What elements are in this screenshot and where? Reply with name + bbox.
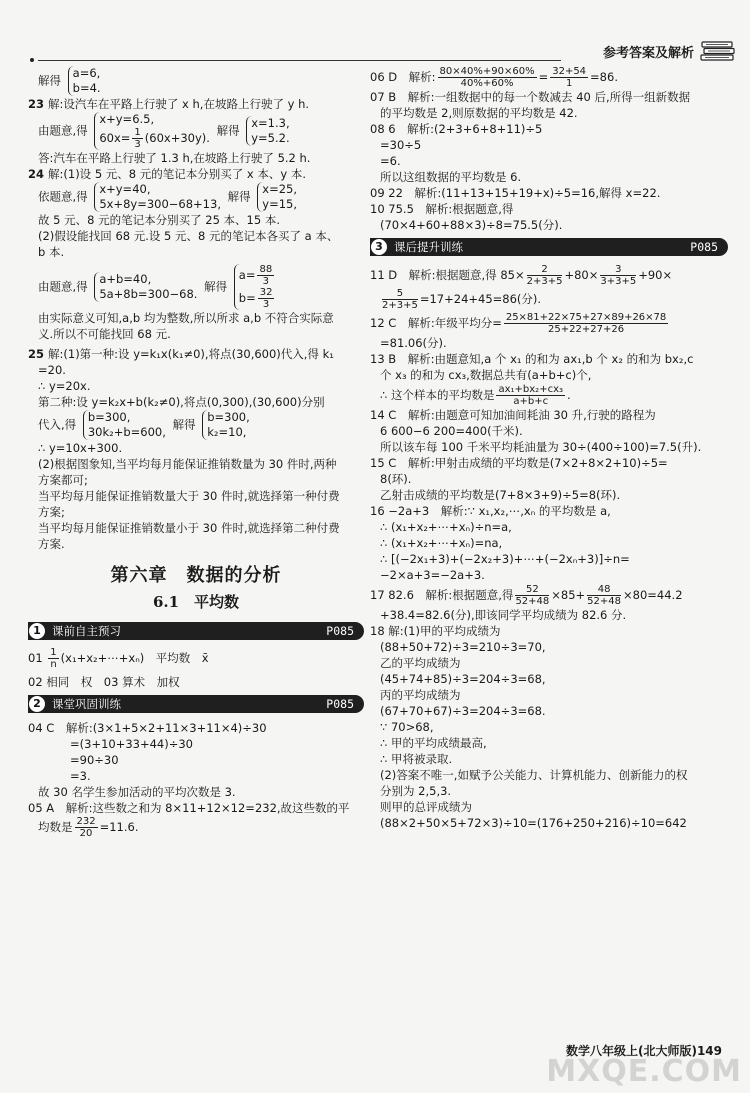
numerator: 80×40%+90×60% (439, 66, 535, 77)
text: 6 600−6 200=400(千米). (380, 424, 523, 438)
section-banner-classroom (28, 695, 364, 713)
label: 解得 (38, 73, 61, 88)
section-banner-after-class (370, 238, 728, 256)
answer-05: 05 A 解析:这些数之和为 8×11+12×12=232,故这些数的平 (28, 801, 350, 815)
text: (88+50+72)÷3=210÷3=70, (380, 640, 546, 654)
equation-system (68, 66, 101, 96)
text: (2)答案不唯一,如赋予公关能力、计算机能力、创新能力的权 (380, 768, 688, 782)
denominator: a+b+c (513, 396, 549, 407)
chapter-title: 第六章 数据的分析 (110, 565, 282, 586)
text: (x₁+x₂+⋯+xₙ) 平均数 x̄ (60, 651, 209, 665)
answer-15: 15 C 解析:甲射击成绩的平均数是(7×2+8×2+10)÷5= (370, 456, 668, 470)
text: 则甲的总评成绩为 (380, 800, 472, 814)
left-column (28, 66, 364, 839)
eq: x=1.3, (251, 116, 290, 130)
section-title: 6.1 平均数 (152, 593, 240, 611)
page-footer: 数学八年级上(北大师版)149 (565, 1044, 722, 1058)
answer-13-cont (370, 383, 728, 407)
watermark: MXQE.COM (546, 1054, 742, 1089)
fraction (527, 264, 563, 287)
fraction (132, 127, 142, 150)
question-number: 23 (28, 97, 45, 111)
text: ∴ 甲的平均成绩最高, (380, 736, 487, 750)
text: ×85+ (551, 588, 586, 602)
text: (45+74+85)÷3=204÷3=68, (380, 672, 546, 686)
section-number-badge: 2 (28, 695, 46, 713)
answer-24-system (28, 182, 364, 212)
text: 12 C 解析:年级平均分= (370, 316, 502, 330)
text: 当平均每月能保证推销数量小于 30 件时,就选择第二种付费 (38, 521, 340, 535)
eq: b=4. (72, 81, 101, 95)
text: 解得 (204, 279, 228, 294)
fraction (600, 264, 636, 287)
text: 丙的平均成绩为 (380, 688, 461, 702)
numerator: 3 (600, 264, 636, 276)
answer-13: 13 B 解析:由题意知,a 个 x₁ 的和为 ax₁,b 个 x₂ 的和为 bx₂,c (370, 352, 694, 366)
answer-10: 10 75.5 解析:根据题意,得 (370, 202, 514, 216)
section-banner-preview (28, 622, 364, 640)
equation-system (202, 410, 250, 440)
answer-14: 14 C 解析:由题意可知加油间耗油 30 升,行驶的路程为 (370, 408, 656, 422)
page-reference: P085 (326, 624, 354, 638)
section-number-badge: 3 (370, 238, 388, 256)
eq: a=6, (72, 66, 101, 80)
denominator: 2+3+5 (382, 300, 418, 311)
numerator: 1 (134, 127, 141, 138)
denominator: 52+48 (515, 596, 550, 607)
section-banner-title: 课堂巩固训练 (52, 697, 121, 711)
text: 乙射击成绩的平均数是(7+8×3+9)÷5=8(环). (380, 488, 621, 502)
eq: b=300, (207, 410, 250, 424)
answer-25 (28, 346, 364, 362)
eq: b= (238, 291, 256, 305)
text: =11.6. (99, 820, 139, 834)
text: +80× (564, 268, 599, 282)
text: 义.所以不可能找回 68 元. (38, 327, 171, 341)
denominator: 40%+60% (460, 78, 514, 89)
text: (70×4+60+88×3)÷8=75.5(分). (380, 218, 563, 232)
numerator: 88 (259, 264, 273, 275)
text: =86. (590, 70, 618, 84)
text: 所以该车每 100 千米平均耗油量为 30÷(400÷100)=7.5(升). (380, 440, 702, 454)
numerator: 5 (382, 288, 418, 300)
header-title: 参考答案及解析 (602, 46, 694, 61)
answer-22-result (28, 66, 364, 96)
eq: 5a+8b=300−68. (99, 287, 198, 301)
numerator: 1 (50, 647, 57, 658)
text: 解得 (227, 189, 251, 204)
text: 17 82.6 解析:根据题意,得 (370, 588, 514, 602)
text: =17+24+45=86(分). (419, 292, 542, 306)
denominator: 20 (79, 828, 93, 839)
answer-11 (370, 263, 728, 287)
text: 解:(1)第一种:设 y=k₁x(k₁≠0),将点(30,600)代入,得 k₁ (48, 347, 334, 361)
eq: 5x+8y=300−68+13, (99, 197, 221, 211)
text: ∴ (x₁+x₂+⋯+xₙ)=na, (380, 536, 503, 550)
eq: 60x= (99, 131, 131, 145)
fraction (48, 647, 58, 670)
answer-02-03: 02 相同 权 03 算术 加权 (28, 675, 180, 689)
text: +38.4=82.6(分),即该同学平均成绩为 82.6 分. (380, 608, 627, 622)
fraction (504, 312, 668, 335)
text: (67+70+67)÷3=204÷3=68. (380, 704, 546, 718)
eq: y=5.2. (251, 131, 290, 145)
equation-system (246, 116, 289, 146)
question-number: 25 (28, 347, 45, 361)
text: =6. (380, 154, 401, 168)
fraction (75, 816, 98, 839)
text: 11 D 解析:根据题意,得 85× (370, 268, 525, 282)
fraction (382, 288, 418, 311)
answer-23-system (28, 112, 364, 150)
text: −2×a+3=−2a+3. (380, 568, 485, 582)
eq: y=15, (262, 197, 298, 211)
text: 方案; (38, 505, 65, 519)
answer-16: 16 −2a+3 解析:∵ x₁,x₂,⋯,xₙ 的平均数是 a, (370, 504, 611, 518)
eq: x+y=40, (99, 182, 151, 196)
books-icon (700, 40, 736, 62)
text: 解得 (216, 123, 240, 138)
numerator: 232 (76, 816, 96, 827)
header-rule (38, 60, 561, 61)
denominator: n (50, 659, 57, 670)
denominator: 52+48 (587, 596, 621, 607)
page-reference: P085 (690, 240, 718, 254)
text: ∴ y=10x+300. (38, 441, 123, 455)
numerator: ax₁+bx₂+cx₃ (498, 384, 563, 395)
denominator: 3+3+5 (600, 276, 637, 287)
equation-system (94, 112, 210, 150)
text: 解得 (172, 417, 196, 432)
text: (2)根据图象知,当平均每月能保证推销数量为 30 件时,两种 (38, 457, 337, 471)
eq: (60x+30y). (144, 131, 210, 145)
text: 所以这组数据的平均数是 6. (380, 170, 522, 184)
numerator: 32 (259, 287, 273, 298)
answer-24-system-2 (28, 264, 364, 310)
text: 故 5 元、8 元的笔记本分别买了 25 本、15 本. (38, 213, 280, 227)
text: ∴ (x₁+x₂+⋯+xₙ)÷n=a, (380, 520, 512, 534)
section-number-badge: 1 (28, 622, 46, 640)
text: 故 30 名学生参加活动的平均次数是 3. (38, 785, 236, 799)
text: = (538, 70, 549, 84)
text: . (567, 388, 571, 402)
equation-system (257, 182, 297, 212)
fraction (258, 287, 275, 310)
answer-09: 09 22 解析:(11+13+15+19+x)÷5=16,解得 x=22. (370, 186, 661, 200)
question-number: 24 (28, 167, 45, 181)
denominator: 2+3+5 (526, 276, 563, 287)
text: ∴ [(−2x₁+3)+(−2x₂+3)+⋯+(−2xₙ+3)]÷n= (380, 552, 630, 566)
text: 8(环). (380, 472, 412, 486)
eq: 30k₂+b=600, (87, 425, 166, 439)
text: 当平均每月能保证推销数量大于 30 件时,就选择第一种付费 (38, 489, 340, 503)
fraction (438, 66, 537, 89)
equation-system (83, 410, 166, 440)
text: 由题意,得 (38, 279, 88, 294)
text: ∴ y=20x. (38, 379, 91, 393)
numerator: 25×81+22×75+27×89+26×78 (505, 312, 667, 323)
text: ∴ 甲将被录取. (380, 752, 453, 766)
text: (2)假设能找回 68 元.设 5 元、8 元的笔记本各买了 a 本、 (38, 229, 339, 243)
answer-07: 07 B 解析:一组数据中的每一个数减去 40 后,所得一组新数据 (370, 90, 691, 104)
text: =3. (70, 769, 91, 783)
answer-25-system (28, 410, 364, 440)
text: (88×2+50×5+72×3)÷10=(176+250+216)÷10=642 (380, 816, 687, 830)
answer-05-cont (28, 816, 364, 839)
text: +90× (638, 268, 673, 282)
equation-system (234, 264, 277, 310)
text: 第二种:设 y=k₂x+b(k₂≠0),将点(0,300),(30,600)分别 (38, 395, 325, 409)
text: 答:汽车在平路上行驶了 1.3 h,在坡路上行驶了 5.2 h. (38, 151, 311, 165)
numerator: 32+54 (552, 66, 587, 77)
text: ∵ 70>68, (380, 720, 434, 734)
question-number: 01 (28, 651, 43, 665)
text: 解:(1)设 5 元、8 元的笔记本分别买了 x 本、y 本. (48, 167, 307, 181)
text: 的平均数是 2,则原数据的平均数是 42. (380, 106, 578, 120)
denominator: 1 (565, 78, 573, 89)
text: 分别为 2,5,3. (380, 784, 452, 798)
page-header (28, 38, 736, 64)
answer-01 (28, 647, 364, 670)
text: =81.06(分). (380, 336, 447, 350)
text: 方案. (38, 537, 65, 551)
text: ×80=44.2 (623, 588, 683, 602)
text: =30÷5 (380, 138, 422, 152)
denominator: 3 (262, 299, 270, 310)
page-reference: P085 (326, 697, 354, 711)
fraction (257, 264, 274, 287)
right-column (370, 66, 728, 831)
answer-08: 08 6 解析:(2+3+6+8+11)÷5 (370, 122, 543, 136)
text: 均数是 (38, 820, 73, 834)
eq: x=25, (262, 182, 298, 196)
fraction (550, 66, 588, 89)
numerator: 48 (587, 584, 621, 596)
eq: k₂=10, (207, 425, 247, 439)
answer-18: 18 解:(1)甲的平均成绩为 (370, 624, 501, 638)
text: ∴ 这个样本的平均数是 (380, 388, 495, 402)
fraction (515, 584, 549, 607)
answer-04: 04 C 解析:(3×1+5×2+11×3+11×4)÷30 (28, 721, 267, 735)
text: 由实际意义可知,a,b 均为整数,所以所求 a,b 不符合实际意 (38, 311, 334, 325)
answer-06 (370, 66, 728, 89)
text: 个 x₃ 的和为 cx₃,数据总共有(a+b+c)个, (380, 368, 592, 382)
text: =90÷30 (70, 753, 119, 767)
numerator: 52 (515, 584, 549, 596)
text: 06 D 解析: (370, 70, 436, 84)
text: 方案都可; (38, 473, 88, 487)
numerator: 2 (527, 264, 563, 276)
answer-24 (28, 166, 364, 182)
text: =20. (38, 363, 66, 377)
answer-23 (28, 96, 364, 112)
text: b 本. (38, 245, 65, 259)
answer-12 (370, 311, 728, 335)
text: 解:设汽车在平路上行驶了 x h,在坡路上行驶了 y h. (48, 97, 310, 111)
text: 由题意,得 (38, 123, 88, 138)
header-dot (30, 58, 34, 62)
denominator: 3 (262, 276, 269, 287)
denominator: 3 (134, 139, 141, 150)
denominator: 25+22+27+26 (548, 324, 625, 335)
text: 代入,得 (38, 417, 77, 432)
fraction (587, 584, 621, 607)
equation-system (94, 182, 221, 212)
text: 依题意,得 (38, 189, 88, 204)
section-banner-title: 课前自主预习 (52, 624, 121, 638)
answer-11-cont (370, 287, 728, 311)
eq: x+y=6.5, (99, 112, 155, 126)
text: 乙的平均成绩为 (380, 656, 461, 670)
eq: a+b=40, (99, 272, 152, 286)
text: =(3+10+33+44)÷30 (70, 737, 194, 751)
fraction (496, 384, 565, 407)
eq: b=300, (87, 410, 131, 424)
answer-17 (370, 583, 728, 607)
equation-system (94, 272, 197, 302)
eq: a= (238, 268, 256, 282)
section-banner-title: 课后提升训练 (394, 240, 463, 254)
